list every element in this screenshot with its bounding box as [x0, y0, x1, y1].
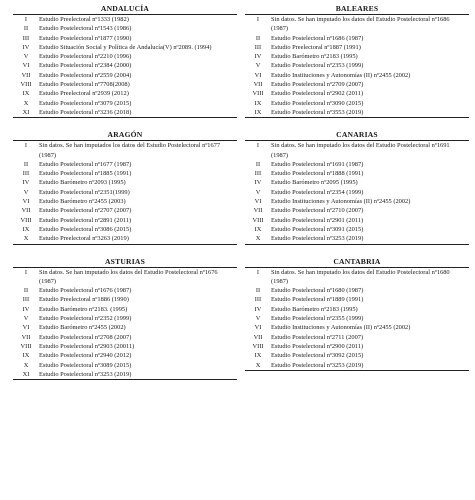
table-row: [13, 305, 237, 314]
study-description: Estudio Postelectoral nº2901 (2011): [271, 216, 364, 224]
table-row: [13, 178, 237, 187]
roman-numeral: III: [254, 43, 262, 51]
table-row: [13, 295, 237, 304]
roman-numeral: III: [254, 170, 262, 178]
study-description: Estudio Postelectoral nº3253 (2019): [271, 361, 364, 369]
region-title: BALEARES: [245, 4, 469, 15]
roman-numeral: I: [24, 16, 28, 23]
region-table-andalucia: [13, 4, 237, 118]
study-description: Estudio Postelectoral nº1680 (1987): [271, 287, 364, 295]
roman-numeral: I: [256, 268, 260, 276]
roman-numeral: VIII: [252, 342, 264, 350]
study-description: Estudio Postelectoral nº2940 (2012): [39, 352, 132, 360]
study-description: Estudio Postelectoral nº2900 (2011): [271, 342, 364, 350]
study-description: Sin datos. Se han imputado los datos del Estudio Postelectoral nº1676 (1987): [39, 268, 218, 285]
roman-numeral: IV: [254, 53, 262, 61]
roman-numeral: II: [255, 160, 261, 168]
roman-numeral: X: [23, 361, 29, 369]
roman-numeral: VIII: [20, 216, 32, 224]
roman-numeral: VII: [21, 333, 31, 341]
region-title: CANTABRIA: [245, 257, 469, 268]
roman-numeral: VII: [21, 71, 31, 79]
table-row: [245, 141, 469, 160]
roman-numeral: V: [255, 62, 261, 70]
section-gap: [245, 118, 469, 130]
study-description: Estudio Postelectoral nº3089 (2015): [39, 361, 132, 369]
roman-numeral: VII: [253, 333, 263, 341]
table-row: [13, 234, 237, 243]
study-description: Estudio Postelectoral nº2384 (2000): [39, 62, 132, 70]
roman-numeral: IX: [254, 225, 262, 233]
study-description: Estudio Instituciones y Autonomías (II) nº2455 (2002): [271, 198, 411, 206]
region-table-canarias: [245, 130, 469, 244]
table-row: [13, 314, 237, 323]
table-row: [245, 342, 469, 351]
section-gap: [13, 245, 237, 257]
table-row: [245, 160, 469, 169]
table-row: [245, 206, 469, 215]
study-description: Estudio Barómetro nº2183 (1995): [271, 53, 358, 61]
table-row: [13, 24, 237, 33]
study-description: Estudio Barómetro nº2095 (1995): [271, 179, 358, 187]
table-row: [245, 361, 469, 370]
table-row: [245, 178, 469, 187]
study-description: Estudio Postelectoral nº2351(1999): [39, 188, 130, 196]
study-description: Estudio Postelectoral nº1885 (1991): [39, 170, 132, 178]
study-description: Estudio Postelectoral nº3253 (2019): [39, 370, 132, 378]
study-description: Estudio Situación Social y Política de Andalucía(V) nº2089. (1994): [39, 43, 212, 51]
table-row: [245, 169, 469, 178]
section-gap: [13, 118, 237, 130]
study-description: Estudio Postelectoral nº3091 (2015): [271, 225, 364, 233]
study-description: Estudio Barómetro nº2093 (1995): [39, 179, 126, 187]
table-row: [245, 43, 469, 52]
roman-numeral: VI: [254, 198, 262, 206]
roman-numeral: VI: [22, 198, 30, 206]
roman-numeral: II: [255, 287, 261, 295]
study-description: Estudio Postelectoral nº1677 (1987): [39, 160, 132, 168]
study-description: Estudio Postelectoral nº2354 (1999): [271, 188, 364, 196]
study-description: Sin datos. Se han imputado los datos del Estudio Postelectoral nº1691 (1987): [271, 142, 450, 159]
roman-numeral: XI: [22, 108, 30, 116]
right-column: [245, 4, 469, 371]
study-description: Estudio Postelectoral nº1676 (1987): [39, 287, 132, 295]
table-row: [13, 361, 237, 370]
roman-numeral: X: [255, 235, 261, 243]
study-description: Estudio Postelectoral nº3086 (2015): [39, 225, 132, 233]
study-description: Estudio Postelectoral nº1889 (1991): [271, 296, 364, 304]
region-title: ARAGÓN: [13, 130, 237, 141]
region-table-baleares: [245, 4, 469, 118]
study-description: Estudio Postelectoral nº3253 (2019): [271, 235, 364, 243]
table-row: [245, 89, 469, 98]
roman-numeral: VIII: [20, 342, 32, 350]
table-row: [245, 351, 469, 360]
table-row: [13, 225, 237, 234]
region-title: ANDALUCÍA: [13, 4, 237, 15]
table-row: [245, 197, 469, 206]
roman-numeral: VIII: [252, 90, 264, 98]
roman-numeral: VI: [22, 324, 30, 332]
roman-numeral: IX: [254, 108, 262, 116]
roman-numeral: III: [22, 296, 30, 304]
roman-numeral: VI: [254, 71, 262, 79]
roman-numeral: IV: [254, 179, 262, 187]
roman-numeral: II: [23, 25, 29, 33]
table-row: [245, 15, 469, 34]
table-row: [13, 15, 237, 24]
roman-numeral: I: [24, 142, 28, 150]
table-body: [245, 141, 469, 244]
roman-numeral: XI: [22, 370, 30, 378]
table-row: [245, 99, 469, 108]
table-row: [245, 80, 469, 89]
study-description: Estudio Postelectoral nº2352 (1999): [39, 315, 132, 323]
table-row: [13, 43, 237, 52]
roman-numeral: X: [23, 235, 29, 243]
study-description: Estudio Postelectoral nº2210 (1996): [39, 53, 132, 61]
table-body: [245, 268, 469, 371]
roman-numeral: IV: [22, 179, 30, 187]
table-row: [13, 71, 237, 80]
table-row: [245, 286, 469, 295]
study-description: Estudio Postelectoral nº2902 (2011): [271, 90, 364, 98]
roman-numeral: III: [22, 170, 30, 178]
table-row: [13, 52, 237, 61]
table-row: [245, 295, 469, 304]
study-description: Estudio Postelectoral nº2707 (2007): [39, 207, 132, 215]
study-description: Estudio Postelectoral nº2710 (2007): [271, 207, 364, 215]
region-table-aragon: [13, 130, 237, 244]
roman-numeral: VIII: [20, 81, 32, 89]
roman-numeral: I: [256, 142, 260, 150]
table-row: [13, 99, 237, 108]
table-row: [245, 323, 469, 332]
table-row: [13, 206, 237, 215]
table-row: [13, 286, 237, 295]
roman-numeral: X: [255, 361, 261, 369]
table-body: [13, 141, 237, 244]
study-description: Sin datos. Se han imputado los datos del Estudio Postelectoral nº1680 (1987): [271, 268, 450, 285]
study-description: Estudio Postelectoral nº3079 (2015): [39, 99, 132, 107]
table-row: [13, 197, 237, 206]
table-row: [245, 188, 469, 197]
region-table-cantabria: [245, 257, 469, 371]
table-row: [13, 89, 237, 98]
study-description: Estudio Instituciones y Autonomías (II) nº2455 (2002): [271, 324, 411, 332]
table-row: [245, 305, 469, 314]
table-body: [245, 15, 469, 118]
study-description: Estudio Postelectoral nº3090 (2015): [271, 99, 364, 107]
study-description: Estudio Postelectoral nº2559 (2004): [39, 71, 132, 79]
roman-numeral: V: [23, 53, 29, 61]
region-table-asturias: [13, 257, 237, 381]
region-title: ASTURIAS: [13, 257, 237, 268]
study-description: Estudio Postelectoral nº3236 (2018): [39, 108, 132, 116]
table-row: [245, 52, 469, 61]
table-row: [245, 268, 469, 287]
table-body: [13, 15, 237, 118]
study-description: Estudio Postelectoral nº2708 (2007): [39, 333, 132, 341]
roman-numeral: V: [23, 315, 29, 323]
roman-numeral: II: [23, 287, 29, 295]
table-row: [13, 333, 237, 342]
roman-numeral: IV: [22, 305, 30, 313]
table-row: [13, 268, 237, 287]
study-description: Estudio Postelectoral nº1691 (1987): [271, 160, 364, 168]
table-row: [13, 216, 237, 225]
study-description: Estudio Preelectoral nº1887 (1991): [271, 43, 361, 51]
study-description: Estudio Postelectoral nº1686 (1987): [271, 34, 364, 42]
left-column: [13, 4, 237, 380]
roman-numeral: VII: [253, 81, 263, 89]
roman-numeral: IV: [254, 305, 262, 313]
roman-numeral: III: [22, 34, 30, 42]
table-row: [13, 141, 237, 160]
table-row: [13, 160, 237, 169]
study-description: Estudio Barómetro nº2183 (1995): [271, 305, 358, 313]
table-row: [13, 169, 237, 178]
section-gap: [245, 245, 469, 257]
roman-numeral: I: [256, 16, 260, 23]
roman-numeral: II: [23, 160, 29, 168]
study-description: Estudio Postelectoral nº2353 (1999): [271, 62, 364, 70]
table-row: [245, 234, 469, 243]
table-row: [13, 34, 237, 43]
table-body: [13, 268, 237, 381]
study-description: Estudio Postelectoral nº2891 (2011): [39, 216, 132, 224]
study-description: Estudio Postelectoral nº2903 (20011): [39, 342, 135, 350]
roman-numeral: V: [255, 188, 261, 196]
study-description: Estudio Barómetro nº2455 (2003): [39, 198, 126, 206]
table-row: [245, 225, 469, 234]
roman-numeral: II: [255, 34, 261, 42]
table-row: [13, 61, 237, 70]
roman-numeral: IV: [22, 43, 30, 51]
roman-numeral: V: [23, 188, 29, 196]
roman-numeral: IX: [22, 90, 30, 98]
roman-numeral: IX: [254, 352, 262, 360]
table-row: [13, 342, 237, 351]
table-row: [13, 188, 237, 197]
table-row: [245, 108, 469, 117]
roman-numeral: IX: [22, 225, 30, 233]
table-row: [245, 216, 469, 225]
roman-numeral: X: [23, 99, 29, 107]
study-description: Estudio Postelectoral nº7708(2008): [39, 81, 130, 89]
study-description: Estudio Postelectoral nº1888 (1991): [271, 170, 364, 178]
roman-numeral: VI: [254, 324, 262, 332]
study-description: Estudio Barómetro nº2183. (1995): [39, 305, 128, 313]
roman-numeral: VII: [21, 207, 31, 215]
table-row: [245, 61, 469, 70]
study-description: Estudio Preelectoral nº1333 (1982): [39, 16, 129, 23]
study-description: Estudio Postelectoral nº2711 (2007): [271, 333, 364, 341]
study-description: Estudio Preelectoral nº3263 (2019): [39, 235, 129, 243]
roman-numeral: IX: [22, 352, 30, 360]
region-title: CANARIAS: [245, 130, 469, 141]
roman-numeral: VI: [22, 62, 30, 70]
study-description: Estudio Instituciones y Autonomías (II) nº2455 (2002): [271, 71, 411, 79]
table-row: [245, 71, 469, 80]
table-row: [13, 323, 237, 332]
study-description: Estudio Postelectoral nº3553 (2019): [271, 108, 364, 116]
table-row: [245, 34, 469, 43]
study-description: Estudio Postelectoral nº1543 (1986): [39, 25, 132, 33]
table-row: [245, 333, 469, 342]
roman-numeral: V: [255, 315, 261, 323]
study-description: Estudio Preelectoral nº2939 (2012): [39, 90, 129, 98]
table-row: [13, 108, 237, 117]
table-row: [13, 80, 237, 89]
table-row: [13, 351, 237, 360]
study-description: Estudio Postelectoral nº1877 (1990): [39, 34, 132, 42]
roman-numeral: I: [24, 268, 28, 276]
study-description: Estudio Postelectoral nº3092 (2015): [271, 352, 364, 360]
study-description: Sin datos. Se han imputados los datos del Estudio Postelectoral nº1677 (1987): [39, 142, 221, 159]
table-row: [13, 370, 237, 379]
study-description: Estudio Postelectoral nº2709 (2007): [271, 81, 364, 89]
roman-numeral: VII: [253, 207, 263, 215]
roman-numeral: III: [254, 296, 262, 304]
study-description: Estudio Barómetro nº2455 (2002): [39, 324, 126, 332]
roman-numeral: VIII: [252, 216, 264, 224]
table-row: [245, 314, 469, 323]
study-description: Estudio Postelectoral nº2355 (1999): [271, 315, 364, 323]
study-description: Estudio Preelectoral nº1886 (1990): [39, 296, 129, 304]
study-description: Sin datos. Se han imputado los datos del Estudio Postelectoral nº1686 (1987): [271, 16, 450, 33]
roman-numeral: IX: [254, 99, 262, 107]
